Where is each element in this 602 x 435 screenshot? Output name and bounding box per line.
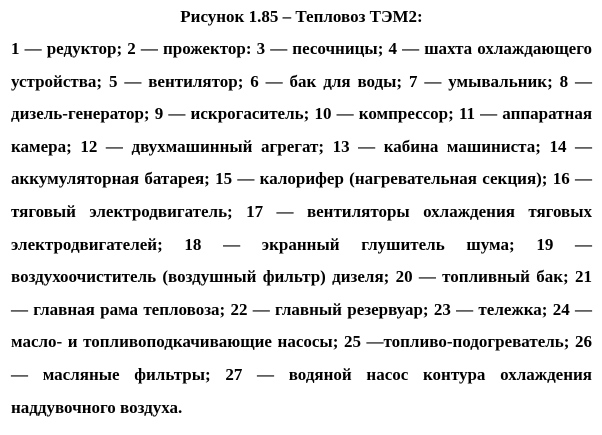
legend-item-19: 19 — воздухоочиститель (воздушный фильтр) дизеля; — [11, 234, 592, 287]
figure-caption: Рисунок 1.85 – Тепловоз ТЭМ2: — [180, 7, 423, 26]
legend-item-6: 6 — бак для воды; — [250, 71, 403, 91]
legend-item-20: 20 — топливный бак; — [395, 267, 569, 287]
legend-item-2: 2 — прожектор: — [127, 39, 252, 58]
legend-item-14: 14 — аккумуляторная батарея; — [11, 136, 593, 189]
legend-item-9: 9 — искрогаситель; — [154, 104, 310, 124]
legend-item-21: 21 — главная рама тепловоза; — [11, 267, 592, 319]
legend-item-22: 22 — главный резервуар; — [230, 299, 429, 319]
legend-item-18: 18 — экранный глушитель шума; — [184, 234, 515, 254]
legend-item-27: 27 — водяной насос контура охлаждения наддувочного воздуха. — [11, 364, 592, 417]
legend-item-16: 16 — тяговый электродвигатель; — [11, 169, 593, 221]
legend-item-15: 15 — калорифер (нагревательная секция); — [215, 169, 548, 189]
legend-item-23: 23 — тележка; — [433, 299, 548, 319]
legend-item-12: 12 — двухмашинный агрегат; — [80, 136, 325, 156]
legend-item-7: 7 — умывальник; — [408, 71, 553, 91]
legend-item-11: 11 — аппаратная камера; — [11, 104, 593, 156]
figure-legend — [11, 33, 592, 424]
legend-item-25: 25 —топливо-подогреватель; — [343, 332, 570, 352]
legend-item-8: 8 — дизель-генератор; — [11, 71, 593, 124]
legend-item-17: 17 — вентиляторы охлаждения тяговых электродвигателей; — [11, 201, 593, 254]
legend-item-4: 4 — шахта охлаждающего устройства; — [11, 39, 593, 91]
legend-item-5: 5 — вентилятор; — [108, 71, 244, 91]
legend-item-3: 3 — песочницы; — [256, 39, 384, 58]
legend-item-24: 24 — масло- и топливоподкачивающие насосы; — [11, 299, 592, 352]
legend-item-1: 1 — редуктор; — [11, 39, 123, 58]
legend-item-13: 13 — кабина машиниста; — [332, 136, 541, 156]
legend-item-26: 26 — масляные фильтры; — [11, 332, 593, 384]
legend-item-10: 10 — компрессор; — [314, 104, 454, 124]
